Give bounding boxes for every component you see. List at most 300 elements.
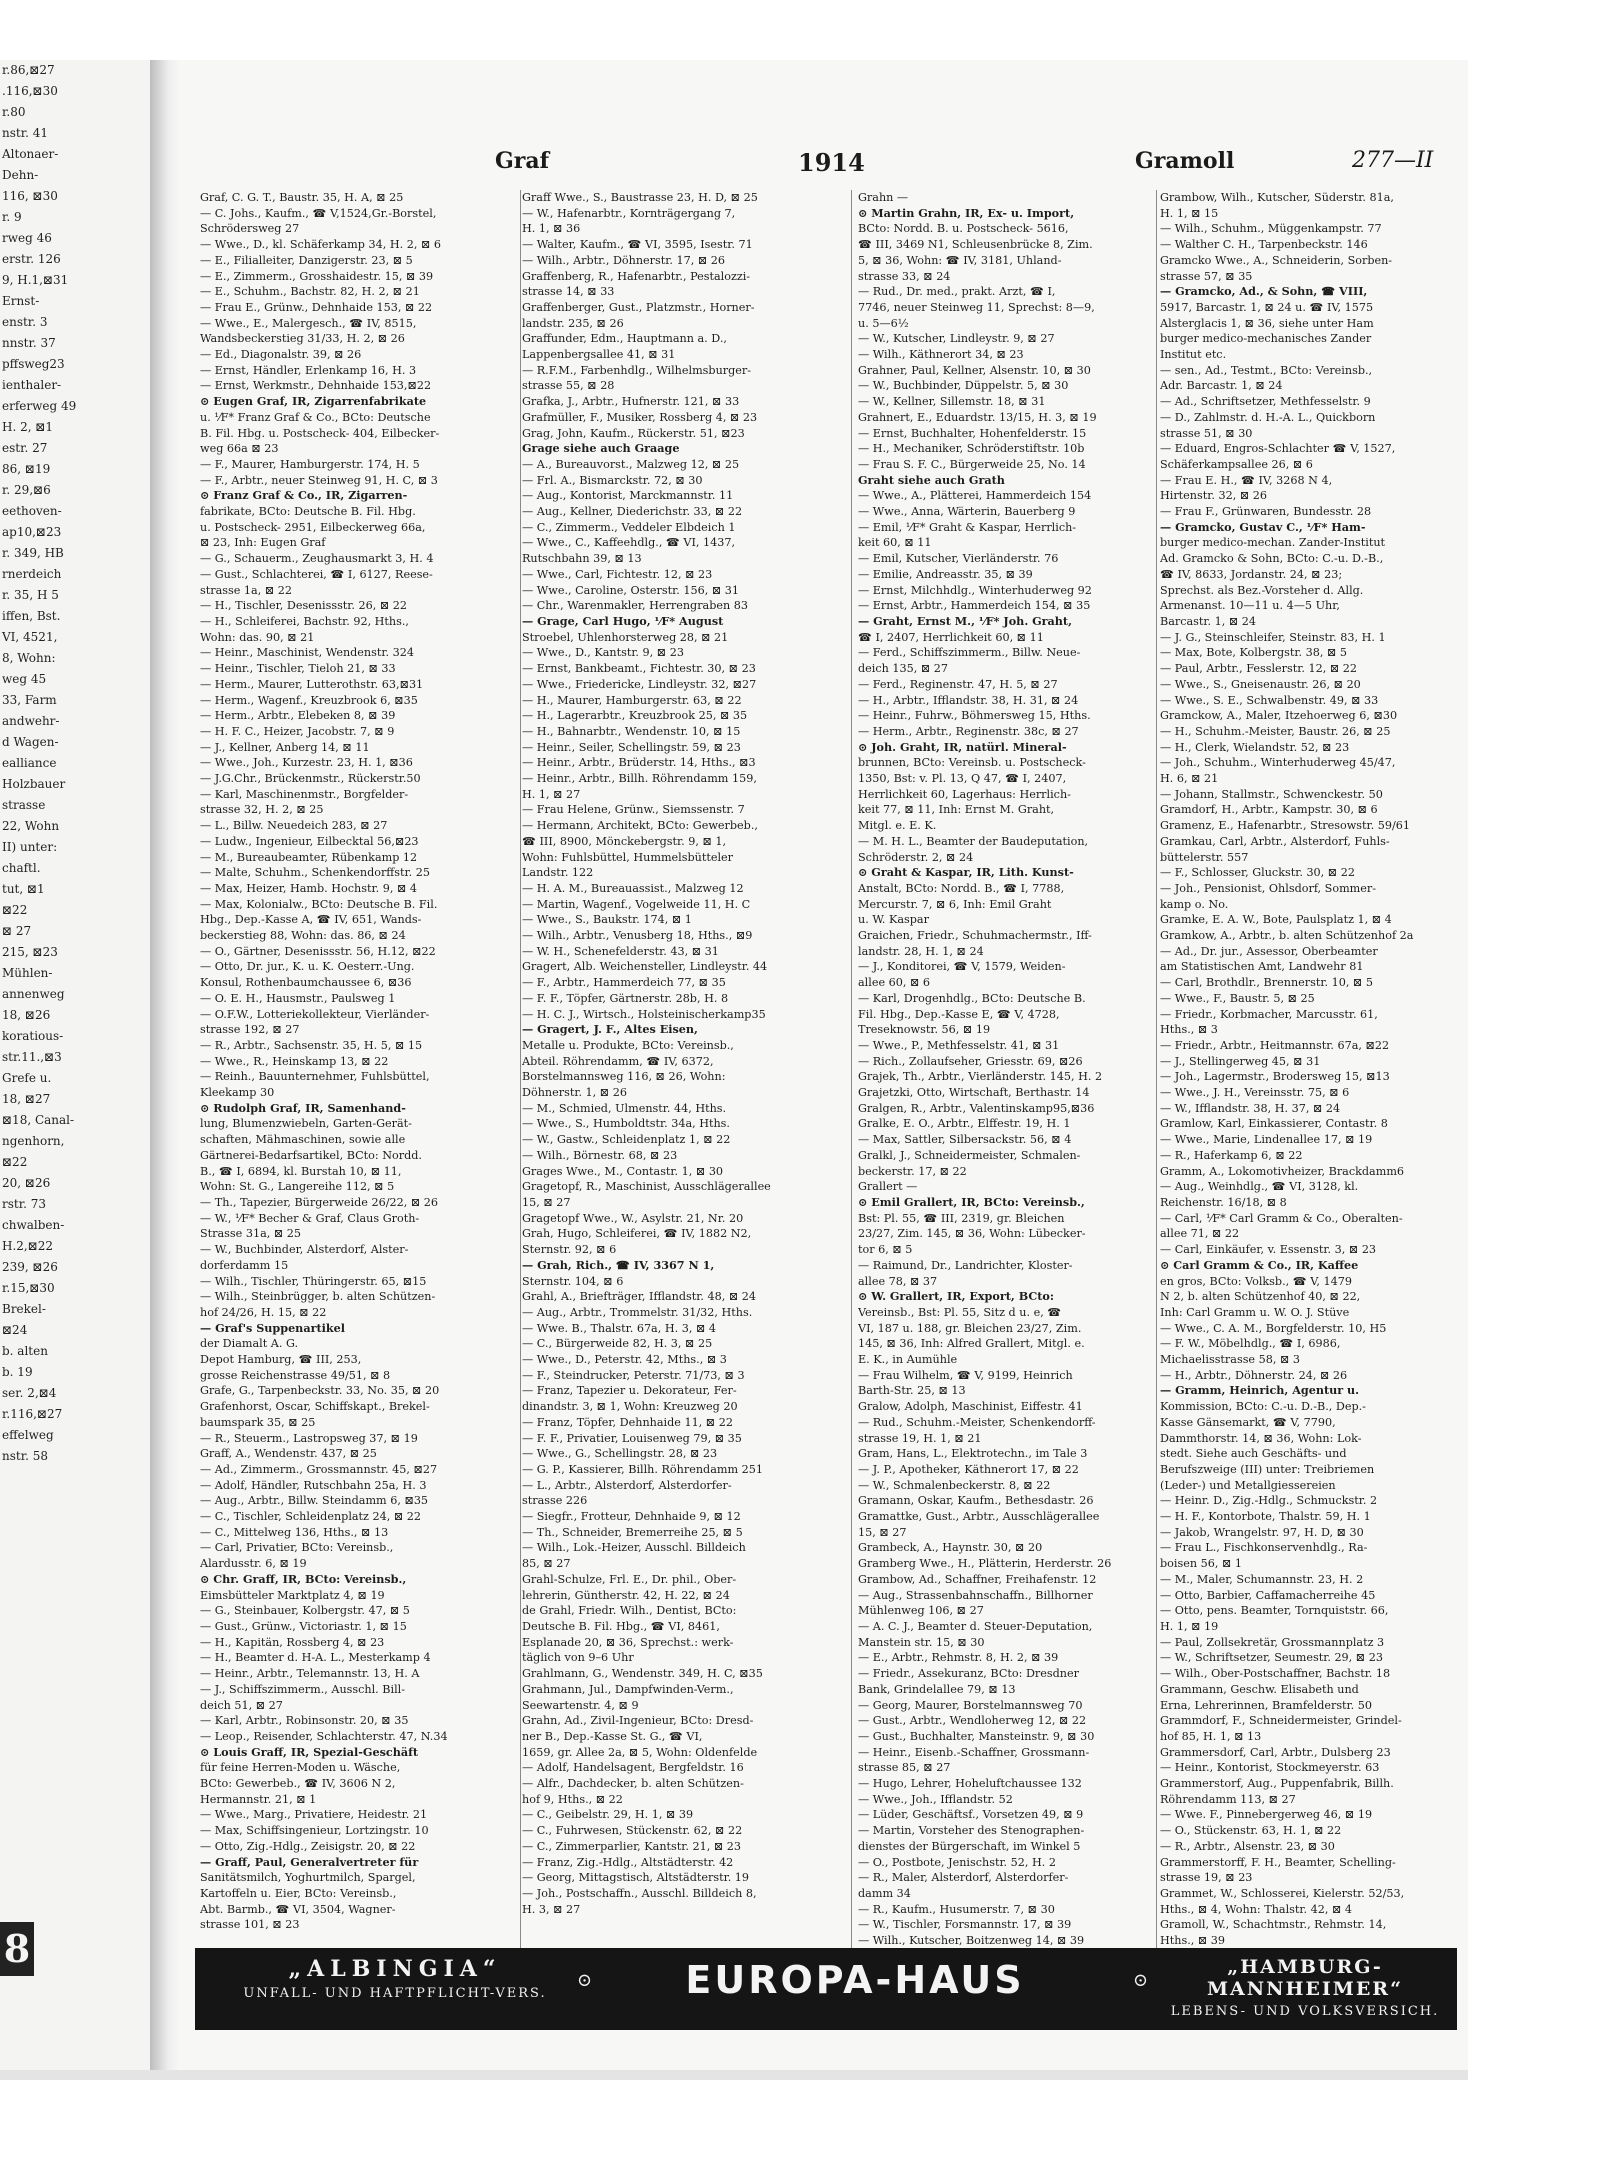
directory-entry: burger medico-mechan. Zander-Institut bbox=[1160, 536, 1386, 550]
directory-entry: 1350, Bst: v. Pl. 13, Q 47, ☎ I, 2407, bbox=[858, 772, 1067, 786]
directory-entry: Gärtnerei-Bedarfsartikel, BCto: Nordd. bbox=[200, 1148, 422, 1162]
directory-entry: — W. H., Schenefelderstr. 43, ⊠ 31 bbox=[522, 944, 719, 958]
directory-entry: Adr. Barcastr. 1, ⊠ 24 bbox=[1160, 379, 1283, 393]
directory-entry: — Eduard, Engros-Schlachter ☎ V, 1527, bbox=[1160, 442, 1396, 456]
directory-entry: Grajek, Th., Arbtr., Vierländerstr. 145, H. 2 bbox=[858, 1070, 1103, 1084]
directory-entry: — Otto, Dr. jur., K. u. K. Oesterr.-Ung. bbox=[200, 960, 415, 974]
left-page-line: 18, ⊠27 bbox=[2, 1092, 51, 1106]
left-page-line: annenweg bbox=[2, 987, 65, 1001]
directory-entry: Inh: Carl Gramm u. W. O. J. Stüve bbox=[1160, 1305, 1350, 1319]
left-page-line: ealliance bbox=[2, 756, 57, 770]
directory-entry: — Friedr., Assekuranz, BCto: Dresdner bbox=[858, 1667, 1079, 1681]
left-page-line: r. 29,⊠6 bbox=[2, 483, 51, 497]
directory-entry: Herrlichkeit 60, Lagerhaus: Herrlich- bbox=[858, 787, 1071, 801]
directory-entry: Gram, Hans, L., Elektrotechn., im Tale 3 bbox=[858, 1447, 1088, 1461]
directory-entry: ⊠ 23, Inh: Eugen Graf bbox=[200, 536, 326, 550]
directory-entry: — C., Mittelweg 136, Hths., ⊠ 13 bbox=[200, 1525, 389, 1539]
directory-entry: der Diamalt A. G. bbox=[200, 1337, 299, 1351]
directory-entry: — F., Steindrucker, Peterstr. 71/73, ⊠ 3 bbox=[522, 1368, 745, 1382]
directory-entry: — Otto, Barbier, Caffamacherreihe 45 bbox=[1160, 1588, 1376, 1602]
albingia-ad bbox=[225, 1956, 565, 2001]
directory-entry: — Carl, Brothdlr., Brennerstr. 10, ⊠ 5 bbox=[1160, 976, 1373, 990]
directory-entry: B. Fil. Hbg. u. Postscheck- 404, Eilbecker- bbox=[200, 426, 440, 440]
left-page-line: 8, Wohn: bbox=[2, 651, 56, 665]
directory-entry: landstr. 28, H. 1, ⊠ 24 bbox=[858, 944, 984, 958]
directory-entry: tor 6, ⊠ 5 bbox=[858, 1243, 913, 1257]
directory-entry: — Wilh., Schuhm., Müggenkampstr. 77 bbox=[1160, 222, 1382, 236]
directory-entry: allee 60, ⊠ 6 bbox=[858, 976, 931, 990]
directory-entry: — A., Bureauvorst., Malzweg 12, ⊠ 25 bbox=[522, 457, 740, 471]
directory-entry: Alsterglacis 1, ⊠ 36, siehe unter Ham bbox=[1160, 316, 1374, 330]
directory-entry: Konsul, Rothenbaumchaussee 6, ⊠36 bbox=[200, 976, 412, 990]
directory-entry: ⊙ Franz Graf & Co., IR, Zigarren- bbox=[200, 488, 408, 503]
directory-entry: — Adolf, Handelsagent, Bergfeldstr. 16 bbox=[522, 1761, 744, 1775]
directory-entry: Metalle u. Produkte, BCto: Vereinsb., bbox=[522, 1038, 734, 1052]
directory-entry: Erna, Lehrerinnen, Bramfelderstr. 50 bbox=[1160, 1698, 1373, 1712]
directory-entry: dinandstr. 3, ⊠ 1, Wohn: Kreuzweg 20 bbox=[522, 1400, 738, 1414]
directory-entry: — Jakob, Wrangelstr. 97, H. D, ⊠ 30 bbox=[1160, 1525, 1364, 1539]
directory-entry: — Georg, Maurer, Borstelmannsweg 70 bbox=[858, 1698, 1083, 1712]
directory-entry: Deutsche B. Fil. Hbg., ☎ VI, 8461, bbox=[522, 1619, 720, 1633]
directory-entry: — Wwe. F., Pinnebergerweg 46, ⊠ 19 bbox=[1160, 1808, 1373, 1822]
directory-entry: — G. P., Kassierer, Billh. Röhrendamm 251 bbox=[522, 1462, 763, 1476]
directory-entry: Gralke, E. O., Arbtr., Elffestr. 19, H. 1 bbox=[858, 1117, 1071, 1131]
directory-entry: — Georg, Mittagstisch, Altstädterstr. 19 bbox=[522, 1871, 750, 1885]
directory-entry: beckerstr. 17, ⊠ 22 bbox=[858, 1164, 967, 1178]
directory-entry: damm 34 bbox=[858, 1886, 911, 1900]
directory-entry: — W., Schmalenbeckerstr. 8, ⊠ 22 bbox=[858, 1478, 1051, 1492]
directory-entry: Fil. Hbg., Dep.-Kasse E, ☎ V, 4728, bbox=[858, 1007, 1060, 1021]
directory-entry: Grah, Hugo, Schleiferei, ☎ IV, 1882 N2, bbox=[522, 1227, 752, 1241]
directory-entry: — Aug., Strassenbahnschaffn., Billhorner bbox=[858, 1588, 1093, 1602]
directory-entry: — Otto, Zig.-Hdlg., Zeisigstr. 20, ⊠ 22 bbox=[200, 1839, 416, 1853]
directory-entry: — Wilh., Ober-Postschaffner, Bachstr. 18 bbox=[1160, 1667, 1391, 1681]
directory-entry: — Wilh., Käthnerort 34, ⊠ 23 bbox=[858, 348, 1024, 362]
directory-entry: burger medico-mechanisches Zander bbox=[1160, 332, 1372, 346]
directory-entry: H. 6, ⊠ 21 bbox=[1160, 772, 1219, 786]
directory-entry: fabrikate, BCto: Deutsche B. Fil. Hbg. bbox=[200, 505, 416, 519]
directory-entry: — Frau Helene, Grünw., Siemssenstr. 7 bbox=[522, 803, 745, 817]
directory-entry: — Siegfr., Frotteur, Dehnhaide 9, ⊠ 12 bbox=[522, 1510, 741, 1524]
albingia-name: „ALBINGIA“ bbox=[288, 1956, 502, 1982]
directory-entry: — Alfr., Dachdecker, b. alten Schützen- bbox=[522, 1777, 744, 1791]
directory-entry: — Carl, Einkäufer, v. Essenstr. 3, ⊠ 23 bbox=[1160, 1243, 1377, 1257]
directory-entry: — Wwe., S., Gneisenaustr. 26, ⊠ 20 bbox=[1160, 677, 1361, 691]
directory-entry: — Joh., Lagermstr., Brodersweg 15, ⊠13 bbox=[1160, 1070, 1390, 1084]
directory-entry: Grammet, W., Schlosserei, Kielerstr. 52/53, bbox=[1160, 1886, 1405, 1900]
directory-entry: (Leder-) und Metallgiessereien bbox=[1160, 1478, 1336, 1492]
hamburg-mannheimer-tagline: LEBENS- UND VOLKSVERSICH. bbox=[1170, 2004, 1440, 2019]
directory-entry: — Walter, Kaufm., ☎ VI, 3595, Isestr. 71 bbox=[522, 238, 753, 252]
banner-dot-icon: ⊙ bbox=[1133, 1970, 1149, 1991]
directory-entry: Wohn: das. 90, ⊠ 21 bbox=[200, 630, 315, 644]
directory-entry: Sternstr. 104, ⊠ 6 bbox=[522, 1274, 624, 1288]
directory-entry: — Karl, Maschinenmstr., Borgfelder- bbox=[200, 787, 409, 801]
directory-entry: Institut etc. bbox=[1160, 348, 1227, 362]
directory-entry: Grafka, J., Arbtr., Hufnerstr. 121, ⊠ 33 bbox=[522, 395, 740, 409]
directory-entry: — Martin, Vorsteher des Stenographen- bbox=[858, 1824, 1085, 1838]
directory-entry: — L., Arbtr., Alsterdorf, Alsterdorfer- bbox=[522, 1478, 732, 1492]
directory-entry: — Gramcko, Ad., & Sohn, ☎ VIII, bbox=[1160, 284, 1368, 299]
directory-entry: 7746, neuer Steinweg 11, Sprechst: 8—9, bbox=[858, 300, 1095, 314]
directory-entry: — W., Schriftsetzer, Seumestr. 29, ⊠ 23 bbox=[1160, 1651, 1383, 1665]
directory-entry: dorferdamm 15 bbox=[200, 1258, 289, 1272]
directory-entry: — Walther C. H., Tarpenbeckstr. 146 bbox=[1160, 238, 1368, 252]
directory-entry: — H., Schleiferei, Bachstr. 92, Hths., bbox=[200, 614, 409, 628]
directory-entry: — Wwe., R., Heinskamp 13, ⊠ 22 bbox=[200, 1054, 389, 1068]
directory-entry: — Heinr., Arbtr., Billh. Röhrendamm 159, bbox=[522, 772, 757, 786]
directory-entry: — Wwe., F., Baustr. 5, ⊠ 25 bbox=[1160, 991, 1315, 1005]
directory-entry: — Gust., Schlachterei, ☎ I, 6127, Reese- bbox=[200, 567, 433, 581]
header-first-name: Graf bbox=[495, 148, 550, 174]
directory-entry: — Leop., Reisender, Schlachterstr. 47, N.34 bbox=[200, 1729, 448, 1743]
directory-entry: für feine Herren-Moden u. Wäsche, bbox=[200, 1761, 401, 1775]
left-page-line: H.2,⊠22 bbox=[2, 1239, 54, 1253]
directory-entry: — Malte, Schuhm., Schenkendorffstr. 25 bbox=[200, 866, 430, 880]
directory-entry: — Wwe., J. H., Vereinsstr. 75, ⊠ 6 bbox=[1160, 1086, 1350, 1100]
directory-entry: — R., Kaufm., Husumerstr. 7, ⊠ 30 bbox=[858, 1902, 1055, 1916]
directory-entry: Schäferkampsallee 26, ⊠ 6 bbox=[1160, 457, 1313, 471]
directory-entry: — Heinr., Arbtr., Brüderstr. 14, Hths., ⊠3 bbox=[522, 756, 756, 770]
left-page-line: ⊠22 bbox=[2, 903, 28, 917]
directory-entry: deich 135, ⊠ 27 bbox=[858, 662, 949, 676]
directory-entry: Hbg., Dep.-Kasse A, ☎ IV, 651, Wands- bbox=[200, 913, 422, 927]
directory-entry: — Gust., Grünw., Victoriastr. 1, ⊠ 15 bbox=[200, 1619, 407, 1633]
directory-entry: Döhnerstr. 1, ⊠ 26 bbox=[522, 1086, 627, 1100]
directory-entry: 85, ⊠ 27 bbox=[522, 1557, 571, 1571]
directory-entry: Gramcko Wwe., A., Schneiderin, Sorben- bbox=[1160, 253, 1393, 267]
directory-entry: Manstein str. 15, ⊠ 30 bbox=[858, 1635, 985, 1649]
directory-entry: — W., Gastw., Schleidenplatz 1, ⊠ 22 bbox=[522, 1133, 731, 1147]
directory-entry: hof 85, H. 1, ⊠ 13 bbox=[1160, 1729, 1262, 1743]
directory-entry: de Grahl, Friedr. Wilh., Dentist, BCto: bbox=[522, 1604, 737, 1618]
directory-entry: strasse 55, ⊠ 28 bbox=[522, 379, 615, 393]
directory-entry: — Wwe., P., Methfesselstr. 41, ⊠ 31 bbox=[858, 1038, 1060, 1052]
directory-entry: strasse 32, H. 2, ⊠ 25 bbox=[200, 803, 324, 817]
directory-entry: strasse 14, ⊠ 33 bbox=[522, 285, 615, 299]
directory-entry: — Gragert, J. F., Altes Eisen, bbox=[522, 1022, 698, 1037]
directory-entry: Gramckow, A., Maler, Itzehoerweg 6, ⊠30 bbox=[1160, 709, 1398, 723]
directory-entry: — H., Beamter d. H-A. L., Mesterkamp 4 bbox=[200, 1651, 431, 1665]
directory-entry: Graht siehe auch Grath bbox=[858, 472, 1005, 487]
directory-entry: — Graf's Suppenartikel bbox=[200, 1320, 346, 1335]
directory-entry: Sprechst. als Bez.-Vorsteher d. Allg. bbox=[1160, 583, 1364, 597]
directory-entry: Wandsbeckerstieg 31/33, H. 2, ⊠ 26 bbox=[200, 332, 405, 346]
directory-entry: — Wwe., D., Kantstr. 9, ⊠ 23 bbox=[522, 646, 684, 660]
directory-entry: — Joh., Schuhm., Winterhuderweg 45/47, bbox=[1160, 756, 1396, 770]
directory-entry: Grahl-Schulze, Frl. E., Dr. phil., Ober- bbox=[522, 1572, 737, 1586]
directory-entry: — E., Zimmerm., Grosshaidestr. 15, ⊠ 39 bbox=[200, 269, 434, 283]
directory-entry: — Herm., Wagenf., Kreuzbrook 6, ⊠35 bbox=[200, 693, 418, 707]
directory-entry: Graffunder, Edm., Hauptmann a. D., bbox=[522, 332, 727, 346]
directory-entry: — C., Fuhrwesen, Stückenstr. 62, ⊠ 22 bbox=[522, 1824, 743, 1838]
directory-entry: — Heinr., Kontorist, Stockmeyerstr. 63 bbox=[1160, 1761, 1380, 1775]
directory-entry: — W., Buchbinder, Düppelstr. 5, ⊠ 30 bbox=[858, 379, 1069, 393]
directory-entry: — Joh., Pensionist, Ohlsdorf, Sommer- bbox=[1160, 881, 1377, 895]
directory-entry: — Karl, Drogenhdlg., BCto: Deutsche B. bbox=[858, 991, 1086, 1005]
directory-entry: Gramlow, Karl, Einkassierer, Contastr. 8 bbox=[1160, 1117, 1388, 1131]
left-page-line: .116,⊠30 bbox=[2, 84, 58, 98]
directory-entry: — Gust., Arbtr., Wendloherweg 12, ⊠ 22 bbox=[858, 1714, 1087, 1728]
column-divider bbox=[1156, 190, 1157, 1950]
directory-entry: — Adolf, Händler, Rutschbahn 25a, H. 3 bbox=[200, 1478, 427, 1492]
directory-entry: am Statistischen Amt, Landwehr 81 bbox=[1160, 960, 1364, 974]
directory-entry: — H., Arbtr., Ifflandstr. 38, H. 31, ⊠ 24 bbox=[858, 693, 1079, 707]
directory-entry: — M., Bureaubeamter, Rübenkamp 12 bbox=[200, 850, 418, 864]
directory-entry: Graffenberg, R., Hafenarbtr., Pestalozzi- bbox=[522, 269, 751, 283]
directory-entry: — Karl, Arbtr., Robinsonstr. 20, ⊠ 35 bbox=[200, 1714, 409, 1728]
directory-entry: — Wilh., Steinbrügger, b. alten Schützen- bbox=[200, 1290, 436, 1304]
left-page-line: II) unter: bbox=[2, 840, 58, 854]
directory-entry: Grahl, A., Briefträger, Ifflandstr. 48, ⊠ 24 bbox=[522, 1290, 756, 1304]
directory-entry: — Frau S. F. C., Bürgerweide 25, No. 14 bbox=[858, 457, 1086, 471]
directory-entry: — M. H. L., Beamter der Baudeputation, bbox=[858, 834, 1089, 848]
directory-entry: — Frau L., Fischkonservenhdlg., Ra- bbox=[1160, 1541, 1368, 1555]
left-page-line: 9, H.1,⊠31 bbox=[2, 273, 69, 287]
directory-entry: Gralow, Adolph, Maschinist, Eiffestr. 41 bbox=[858, 1400, 1083, 1414]
directory-entry: Graf, C. G. T., Baustr. 35, H. A, ⊠ 25 bbox=[200, 191, 404, 204]
directory-entry: H. 1, ⊠ 36 bbox=[522, 222, 581, 236]
directory-entry: — H., Mechaniker, Schröderstiftstr. 10b bbox=[858, 442, 1085, 456]
directory-entry: täglich von 9–6 Uhr bbox=[522, 1651, 634, 1665]
directory-entry: — Max, Heizer, Hamb. Hochstr. 9, ⊠ 4 bbox=[200, 881, 418, 895]
directory-entry: E. K., in Aumühle bbox=[858, 1353, 958, 1367]
directory-entry: — J. P., Apotheker, Käthnerort 17, ⊠ 22 bbox=[858, 1462, 1079, 1476]
directory-entry: — Emil, ⅟F* Graht & Kaspar, Herrlich- bbox=[858, 520, 1077, 534]
directory-entry: Gramkow, A., Arbtr., b. alten Schützenhof 2a bbox=[1160, 929, 1414, 943]
directory-entry: Strasse 31a, ⊠ 25 bbox=[200, 1227, 302, 1241]
directory-entry: — F., Maurer, Hamburgerstr. 174, H. 5 bbox=[200, 457, 420, 471]
directory-entry: Berufszweige (III) unter: Treibriemen bbox=[1160, 1462, 1375, 1476]
directory-entry: — R., Maler, Alsterdorf, Alsterdorfer- bbox=[858, 1871, 1069, 1885]
directory-entry: — Wwe., Caroline, Osterstr. 156, ⊠ 31 bbox=[522, 583, 739, 597]
left-page-line: enstr. 3 bbox=[2, 315, 48, 329]
directory-entry: — J.G.Chr., Brückenmstr., Rückerstr.50 bbox=[200, 772, 421, 786]
left-page-line: 215, ⊠23 bbox=[2, 945, 58, 959]
albingia-tagline: UNFALL- UND HAFTPFLICHT-VERS. bbox=[243, 1986, 547, 2001]
directory-entry: — Th., Tapezier, Bürgerweide 26/22, ⊠ 26 bbox=[200, 1196, 438, 1209]
left-page-line: iffen, Bst. bbox=[2, 609, 61, 623]
directory-entry: keit 77, ⊠ 11, Inh: Ernst M. Graht, bbox=[858, 803, 1055, 817]
left-page-line: Dehn- bbox=[2, 168, 39, 182]
directory-entry: — Ad., Schriftsetzer, Methfesselstr. 9 bbox=[1160, 395, 1371, 409]
directory-entry: — J., Schiffszimmerm., Ausschl. Bill- bbox=[200, 1682, 406, 1696]
left-page-line: ser. 2,⊠4 bbox=[2, 1386, 57, 1400]
directory-entry: — H., Schuhm.-Meister, Baustr. 26, ⊠ 25 bbox=[1160, 724, 1391, 738]
directory-entry: Mühlenweg 106, ⊠ 27 bbox=[858, 1604, 984, 1618]
directory-entry: Hths., ⊠ 39 bbox=[1160, 1934, 1226, 1948]
directory-entry: — Grah, Rich., ☎ IV, 3367 N 1, bbox=[522, 1257, 715, 1272]
directory-entry: Graff Wwe., S., Baustrasse 23, H. D, ⊠ 25 bbox=[522, 191, 758, 204]
directory-entry: Grammann, Geschw. Elisabeth und bbox=[1160, 1682, 1359, 1696]
directory-entry: ⊙ Joh. Graht, IR, natürl. Mineral- bbox=[858, 739, 1067, 754]
directory-entry: — Heinr., Arbtr., Telemannstr. 13, H. A bbox=[200, 1667, 420, 1681]
directory-entry: — Th., Schneider, Bremerreihe 25, ⊠ 5 bbox=[522, 1525, 743, 1539]
directory-entry: Borstelmannsweg 116, ⊠ 26, Wohn: bbox=[522, 1070, 726, 1084]
directory-entry: Grammersdorf, Carl, Arbtr., Dulsberg 23 bbox=[1160, 1745, 1391, 1759]
directory-entry: — Wwe., E., Malergesch., ☎ IV, 8515, bbox=[200, 316, 417, 330]
directory-entry: — Heinr., Tischler, Tieloh 21, ⊠ 33 bbox=[200, 662, 396, 676]
left-page-number: 8 bbox=[0, 1922, 34, 1976]
directory-entry: — Wwe., A., Plätterei, Hammerdeich 154 bbox=[858, 489, 1092, 503]
directory-entry: — Wwe., D., Peterstr. 42, Mths., ⊠ 3 bbox=[522, 1353, 727, 1367]
left-page-line: Mühlen- bbox=[2, 966, 53, 980]
directory-entry: Ad. Gramcko & Sohn, BCto: C.-u. D.-B., bbox=[1160, 552, 1384, 566]
directory-entry: Gramann, Oskar, Kaufm., Bethesdastr. 26 bbox=[858, 1494, 1094, 1508]
directory-entry: Grambow, Wilh., Kutscher, Süderstr. 81a, bbox=[1160, 191, 1394, 204]
header-page-number: 277—II bbox=[1352, 148, 1434, 173]
left-page-line: r.15,⊠30 bbox=[2, 1281, 55, 1295]
left-page-line: rnerdeich bbox=[2, 567, 62, 581]
directory-entry: strasse 85, ⊠ 27 bbox=[858, 1761, 951, 1775]
directory-entry: Kartoffeln u. Eier, BCto: Vereinsb., bbox=[200, 1886, 397, 1900]
directory-entry: — Ernst, Milchhdlg., Winterhuderweg 92 bbox=[858, 583, 1092, 597]
directory-entry: H. 1, ⊠ 19 bbox=[1160, 1619, 1219, 1633]
directory-entry: 5917, Barcastr. 1, ⊠ 24 u. ☎ IV, 1575 bbox=[1160, 300, 1374, 314]
directory-entry: — Aug., Kontorist, Marckmannstr. 11 bbox=[522, 489, 734, 503]
left-page-line: effelweg bbox=[2, 1428, 54, 1442]
directory-entry: — Aug., Arbtr., Billw. Steindamm 6, ⊠35 bbox=[200, 1494, 429, 1508]
left-page-line: Ernst- bbox=[2, 294, 40, 308]
directory-entry: lehrerin, Güntherstr. 42, H. 22, ⊠ 24 bbox=[522, 1588, 730, 1602]
left-page-line: eethoven- bbox=[2, 504, 62, 518]
directory-entry: Schröderstr. 2, ⊠ 24 bbox=[858, 850, 974, 864]
directory-entry: hof 9, Hths., ⊠ 22 bbox=[522, 1792, 623, 1806]
directory-entry: u. 5—6½ bbox=[858, 316, 909, 330]
header-year: 1914 bbox=[798, 148, 865, 177]
left-page-line: ap10,⊠23 bbox=[2, 525, 62, 539]
directory-entry: Armenanst. 10—11 u. 4—5 Uhr, bbox=[1160, 599, 1340, 613]
left-facing-page bbox=[0, 60, 153, 2070]
directory-entry: stedt. Siehe auch Geschäfts- und bbox=[1160, 1447, 1347, 1461]
directory-entry: — Frau Wilhelm, ☎ V, 9199, Heinrich bbox=[858, 1368, 1073, 1382]
directory-entry: — Graff, Paul, Generalvertreter für bbox=[200, 1854, 419, 1869]
directory-entry: — Wwe., S., Baukstr. 174, ⊠ 1 bbox=[522, 913, 692, 927]
directory-entry: — E., Schuhm., Bachstr. 82, H. 2, ⊠ 21 bbox=[200, 285, 420, 299]
directory-entry: — H., Maurer, Hamburgerstr. 63, ⊠ 22 bbox=[522, 693, 742, 707]
directory-entry: Seewartenstr. 4, ⊠ 9 bbox=[522, 1698, 639, 1712]
directory-entry: — sen., Ad., Testmt., BCto: Vereinsb., bbox=[1160, 363, 1373, 377]
directory-entry: ⊙ Martin Grahn, IR, Ex- u. Import, bbox=[858, 205, 1075, 220]
directory-entry: Hermannstr. 21, ⊠ 1 bbox=[200, 1792, 317, 1806]
left-page-line: r.80 bbox=[2, 105, 26, 119]
directory-entry: Lappenbergsallee 41, ⊠ 31 bbox=[522, 348, 676, 362]
directory-entry: Grages Wwe., M., Contastr. 1, ⊠ 30 bbox=[522, 1164, 724, 1178]
directory-entry: Grafenhorst, Oscar, Schiffskapt., Brekel- bbox=[200, 1400, 430, 1414]
left-page-line: chaftl. bbox=[2, 861, 41, 875]
directory-entry: — H., Tischler, Desenissstr. 26, ⊠ 22 bbox=[200, 599, 408, 613]
directory-entry: Alardusstr. 6, ⊠ 19 bbox=[200, 1557, 307, 1571]
directory-entry: ☎ IV, 8633, Jordanstr. 24, ⊠ 23; bbox=[1160, 567, 1343, 581]
directory-entry: ⊙ Rudolph Graf, IR, Samenhand- bbox=[200, 1100, 406, 1115]
directory-entry: keit 60, ⊠ 11 bbox=[858, 536, 932, 550]
directory-entry: hof 24/26, H. 15, ⊠ 22 bbox=[200, 1305, 327, 1319]
directory-entry: — Aug., Arbtr., Trommelstr. 31/32, Hths. bbox=[522, 1305, 753, 1319]
directory-entry: Grahner, Paul, Kellner, Alsenstr. 10, ⊠ 30 bbox=[858, 363, 1091, 377]
hamburg-mannheimer-ad bbox=[1155, 1956, 1455, 2019]
directory-entry: — Wilh., Lok.-Heizer, Ausschl. Billdeich bbox=[522, 1541, 746, 1555]
directory-entry: — Ernst, Bankbeamt., Fichtestr. 30, ⊠ 23 bbox=[522, 662, 756, 676]
directory-column-3 bbox=[858, 190, 1162, 1950]
directory-entry: — Gust., Buchhalter, Mansteinstr. 9, ⊠ 30 bbox=[858, 1729, 1095, 1743]
directory-entry: — Herm., Arbtr., Reginenstr. 38c, ⊠ 27 bbox=[858, 724, 1079, 738]
directory-entry: — W., Tischler, Forsmannstr. 17, ⊠ 39 bbox=[858, 1918, 1072, 1932]
directory-entry: Grahn — bbox=[858, 191, 909, 204]
directory-entry: Gramoll, W., Schachtmstr., Rehmstr. 14, bbox=[1160, 1918, 1387, 1932]
left-page-line: str.11.,⊠3 bbox=[2, 1050, 62, 1064]
directory-entry: Graff, A., Wendenstr. 437, ⊠ 25 bbox=[200, 1447, 377, 1461]
directory-entry: — R., Arbtr., Alsenstr. 23, ⊠ 30 bbox=[1160, 1839, 1335, 1853]
directory-entry: strasse 226 bbox=[522, 1494, 588, 1508]
directory-entry: Hths., ⊠ 3 bbox=[1160, 1023, 1218, 1037]
directory-entry: — H. F., Kontorbote, Thalstr. 59, H. 1 bbox=[1160, 1510, 1371, 1524]
directory-entry: — Grage, Carl Hugo, ⅟F* August bbox=[522, 613, 724, 628]
directory-entry: — Gramm, Heinrich, Agentur u. bbox=[1160, 1383, 1360, 1398]
directory-entry: — H., Clerk, Wielandstr. 52, ⊠ 23 bbox=[1160, 740, 1350, 754]
left-page-line: 33, Farm bbox=[2, 693, 57, 707]
left-page-line: Holzbauer bbox=[2, 777, 66, 791]
directory-entry: — Heinr., Fuhrw., Böhmersweg 15, Hths. bbox=[858, 709, 1091, 723]
left-page-line: 116, ⊠30 bbox=[2, 189, 58, 203]
directory-entry: — H. C. J., Wirtsch., Holsteinischerkamp35 bbox=[522, 1007, 766, 1021]
directory-entry: — G., Schauerm., Zeughausmarkt 3, H. 4 bbox=[200, 552, 434, 566]
left-page-line: r. 9 bbox=[2, 210, 22, 224]
left-page-line: strasse bbox=[2, 798, 46, 812]
left-page-lines bbox=[0, 60, 150, 1467]
directory-entry: Graffenberger, Gust., Platzmstr., Horner- bbox=[522, 300, 755, 314]
left-page-line: ⊠18, Canal- bbox=[2, 1113, 75, 1127]
directory-entry: — Herm., Maurer, Lutterothstr. 63,⊠31 bbox=[200, 677, 424, 691]
directory-entry: — Franz, Zig.-Hdlg., Altstädterstr. 42 bbox=[522, 1855, 734, 1869]
directory-entry: Gramdorf, H., Arbtr., Kampstr. 30, ⊠ 6 bbox=[1160, 803, 1378, 817]
directory-entry: ner B., Dep.-Kasse St. G., ☎ VI, bbox=[522, 1729, 703, 1743]
directory-entry: ☎ I, 2407, Herrlichkeit 60, ⊠ 11 bbox=[858, 630, 1044, 644]
directory-entry: — Wwe., D., kl. Schäferkamp 34, H. 2, ⊠ 6 bbox=[200, 238, 442, 252]
directory-entry: — G., Steinbauer, Kolbergstr. 47, ⊠ 5 bbox=[200, 1604, 410, 1618]
directory-entry: — Martin, Wagenf., Vogelweide 11, H. C bbox=[522, 897, 751, 911]
directory-entry: — Friedr., Korbmacher, Marcusstr. 61, bbox=[1160, 1007, 1378, 1021]
directory-entry: — Ernst, Werkmstr., Dehnhaide 153,⊠22 bbox=[200, 379, 432, 393]
directory-entry: Landstr. 122 bbox=[522, 866, 594, 880]
left-page-line: d Wagen- bbox=[2, 735, 59, 749]
directory-entry: en gros, BCto: Volksb., ☎ V, 1479 bbox=[1160, 1274, 1352, 1288]
directory-entry: — Frau E. H., ☎ IV, 3268 N 4, bbox=[1160, 473, 1333, 487]
directory-entry: u. W. Kaspar bbox=[858, 913, 929, 927]
directory-entry: — W., Ifflandstr. 38, H. 37, ⊠ 24 bbox=[1160, 1101, 1341, 1115]
directory-entry: — O., Gärtner, Desenissstr. 56, H.12, ⊠22 bbox=[200, 944, 436, 958]
banner-dot-icon: ⊙ bbox=[577, 1970, 593, 1991]
directory-entry: — Aug., Kellner, Diederichstr. 33, ⊠ 22 bbox=[522, 505, 743, 519]
directory-entry: Sanitätsmilch, Yoghurtmilch, Spargel, bbox=[200, 1871, 416, 1885]
directory-entry: deich 51, ⊠ 27 bbox=[200, 1698, 283, 1712]
directory-entry: — Max, Sattler, Silbersackstr. 56, ⊠ 4 bbox=[858, 1133, 1072, 1147]
left-page-line: ⊠24 bbox=[2, 1323, 28, 1337]
directory-entry: — Heinr., Seiler, Schellingstr. 59, ⊠ 23 bbox=[522, 740, 741, 754]
directory-entry: weg 66a ⊠ 23 bbox=[200, 442, 279, 456]
directory-entry: — Wilh., Kutscher, Boitzenweg 14, ⊠ 39 bbox=[858, 1934, 1085, 1948]
directory-entry: — O.F.W., Lotteriekollekteur, Vierländer- bbox=[200, 1007, 430, 1021]
directory-entry: u. ⅟F* Franz Graf & Co., BCto: Deutsche bbox=[200, 410, 431, 424]
directory-entry: Eimsbütteler Marktplatz 4, ⊠ 19 bbox=[200, 1588, 385, 1602]
directory-entry: — Raimund, Dr., Landrichter, Kloster- bbox=[858, 1258, 1073, 1272]
directory-entry: — Hermann, Architekt, BCto: Gewerbeb., bbox=[522, 819, 758, 833]
directory-entry: — Wwe., Marg., Privatiere, Heidestr. 21 bbox=[200, 1808, 428, 1822]
directory-entry: H. 1, ⊠ 15 bbox=[1160, 206, 1219, 220]
left-page-line: ⊠22 bbox=[2, 1155, 28, 1169]
directory-entry: strasse 101, ⊠ 23 bbox=[200, 1918, 300, 1932]
directory-entry: — Ernst, Händler, Erlenkamp 16, H. 3 bbox=[200, 363, 417, 377]
directory-entry: allee 71, ⊠ 22 bbox=[1160, 1227, 1240, 1241]
